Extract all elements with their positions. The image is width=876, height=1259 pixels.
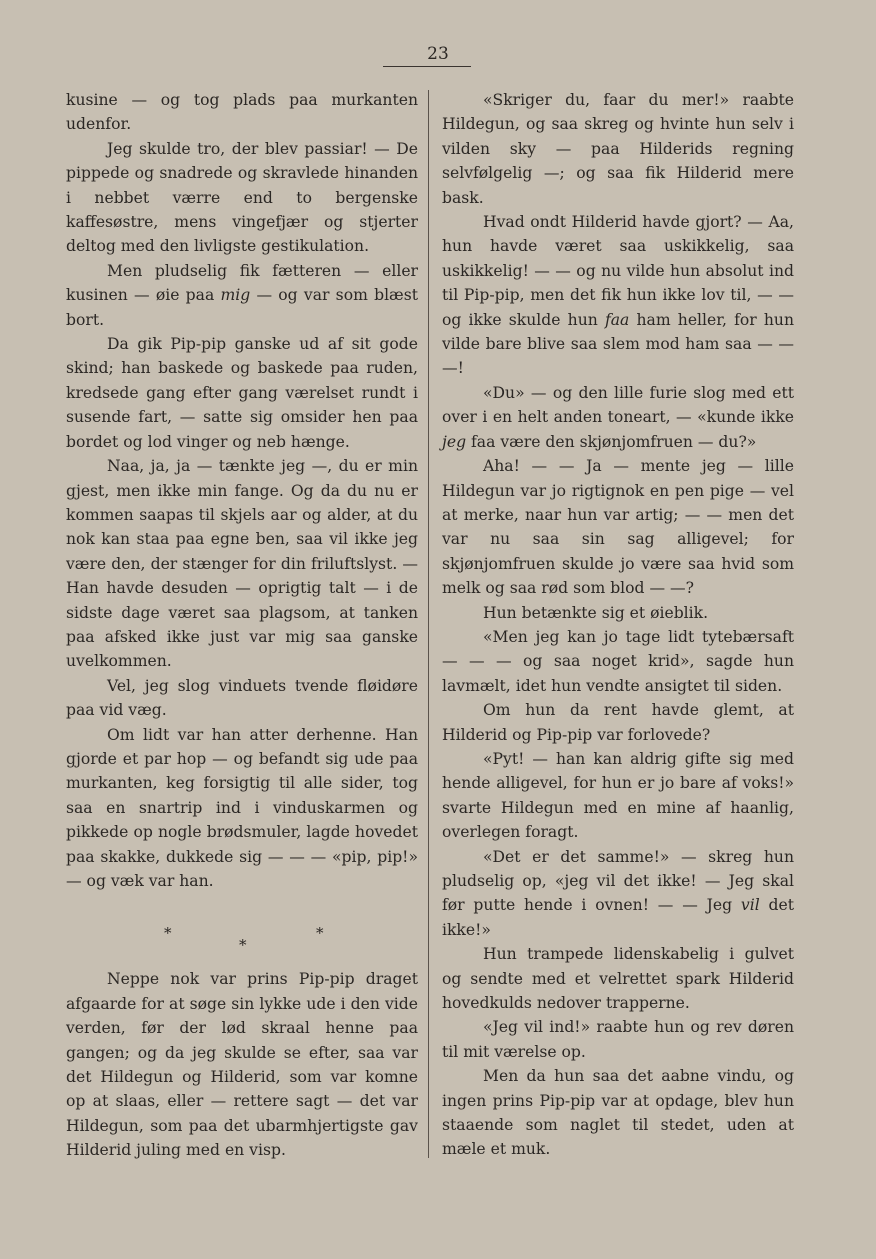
paragraph: kusine — og tog plads paa murkanten udenfor. <box>66 91 418 134</box>
paragraph: Jeg skulde tro, der blev passiar! — De pippede og snadrede og skravlede hinanden i nebbet værre end to bergenske kaffesøstre, mens vingefjær og stjerter deltog med den livligste gestikulation. <box>66 139 418 256</box>
paragraph: «Men jeg kan jo tage lidt tytebærsaft — — — og saa noget krid», sagde hun lavmælt, idet hun vendte ansigtet til siden. <box>442 627 794 695</box>
paragraph: Men pludselig fik fætteren — eller kusinen — øie paa mig — og var som blæst bort. <box>66 261 418 329</box>
page-number: 23 <box>427 44 449 64</box>
paragraph: Vel, jeg slog vinduets tvende fløidøre paa vid væg. <box>66 676 418 720</box>
header-rule <box>383 66 471 67</box>
emphasis: vil <box>740 896 760 915</box>
paragraph: «Det er det samme!» — skreg hun pludselig op, «jeg vil det ikke! — Jeg skal før putte hende i ovnen! — — Jeg vil det ikke!» <box>442 847 794 939</box>
paragraph: «Du» — og den lille furie slog med ett over i en helt anden toneart, — «kunde ikke jeg faa være den skjønjomfruen — du?» <box>442 383 794 451</box>
emphasis: mig <box>220 286 251 305</box>
paragraph: Naa, ja, ja — tænkte jeg —, du er min gjest, men ikke min fange. Og da du nu er kommen saapas til skjels aar og alder, at du nok kan staa paa egne ben, saa vil ikke jeg være den, der stænger for din friluftslyst. — Han havde desuden — oprigtig talt — i de sidste dage været saa plagsom, at tanken paa afsked ikke just var mig saa ganske uvelkommen. <box>66 457 418 671</box>
paragraph: Da gik Pip-pip ganske ud af sit gode skind; han baskede og baskede paa ruden, kredsede gang efter gang værelset rundt i susende fart, — satte sig omsider hen paa bordet og lod vinger og neb hænge. <box>66 335 418 451</box>
paragraph: Hun trampede lidenskabelig i gulvet og sendte med et velrettet spark Hilderid hovedkulds nedover trapperne. <box>442 945 794 1013</box>
paragraph: «Skriger du, faar du mer!» raabte Hildegun, og saa skreg og hvinte hun selv i vilden sky — paa Hilderids regning selvfølgelig —; og saa fik Hilderid mere bask. <box>442 91 794 207</box>
right-column <box>442 88 794 1162</box>
paragraph: Aha! — — Ja — mente jeg — lille Hildegun var jo rigtignok en pen pige — vel at merke, naar hun var artig; — — men det var nu saa sin sag alligevel; for skjønjomfruen skulde jo være saa hvid som melk og saa rød som blod — —? <box>442 457 794 598</box>
paragraph: Hun betænkte sig et øieblik. <box>483 603 709 622</box>
section-separator <box>66 893 418 967</box>
paragraph: Om lidt var han atter derhenne. Han gjorde et par hop — og befandt sig ude paa murkanten, keg forsigtig til alle sider, tog saa en snartrip ind i vinduskarmen og pikkede op nogle brødsmuler, lagde hovedet paa skakke, dukkede sig — — — «pip, pip!» — og væk var han. <box>66 725 418 890</box>
emphasis: faa <box>604 310 630 329</box>
asterisk: * <box>164 924 172 943</box>
column-divider <box>428 90 429 1158</box>
paragraph: Om hun da rent havde glemt, at Hilderid og Pip-pip var forlovede? <box>442 701 794 744</box>
paragraph: Neppe nok var prins Pip-pip draget afgaarde for at søge sin lykke ude i den vide verden, før der lød skraal henne paa gangen; og da jeg skulde se efter, saa var det Hildegun og Hilderid, som var komne op at slaas, eller — rettere sagt — det var Hildegun, som paa det ubarmhjertigste gav Hilderid juling med en visp. <box>66 970 418 1160</box>
paragraph: Men da hun saa det aabne vindu, og ingen prins Pip-pip var at opdage, blev hun staaende som naglet til stedet, uden at mæle et muk. <box>442 1067 794 1159</box>
asterisk: * <box>316 924 324 943</box>
paragraph: Hvad ondt Hilderid havde gjort? — Aa, hun havde været saa uskikkelig, saa uskikkelig! — — og nu vilde hun absolut ind til Pip-pip, men det fik hun ikke lov til, — — og ikke skulde hun faa ham heller, for hun vilde bare blive saa slem mod ham saa — — —! <box>442 213 795 378</box>
asterisk: * <box>239 936 247 955</box>
emphasis: jeg <box>442 432 467 451</box>
left-column <box>66 88 418 1163</box>
paragraph: «Pyt! — han kan aldrig gifte sig med hende alligevel, for hun er jo bare af voks!» svarte Hildegun med en mine af haanlig, overlegen foragt. <box>442 749 794 842</box>
paragraph: «Jeg vil ind!» raabte hun og rev døren til mit værelse op. <box>442 1018 794 1061</box>
